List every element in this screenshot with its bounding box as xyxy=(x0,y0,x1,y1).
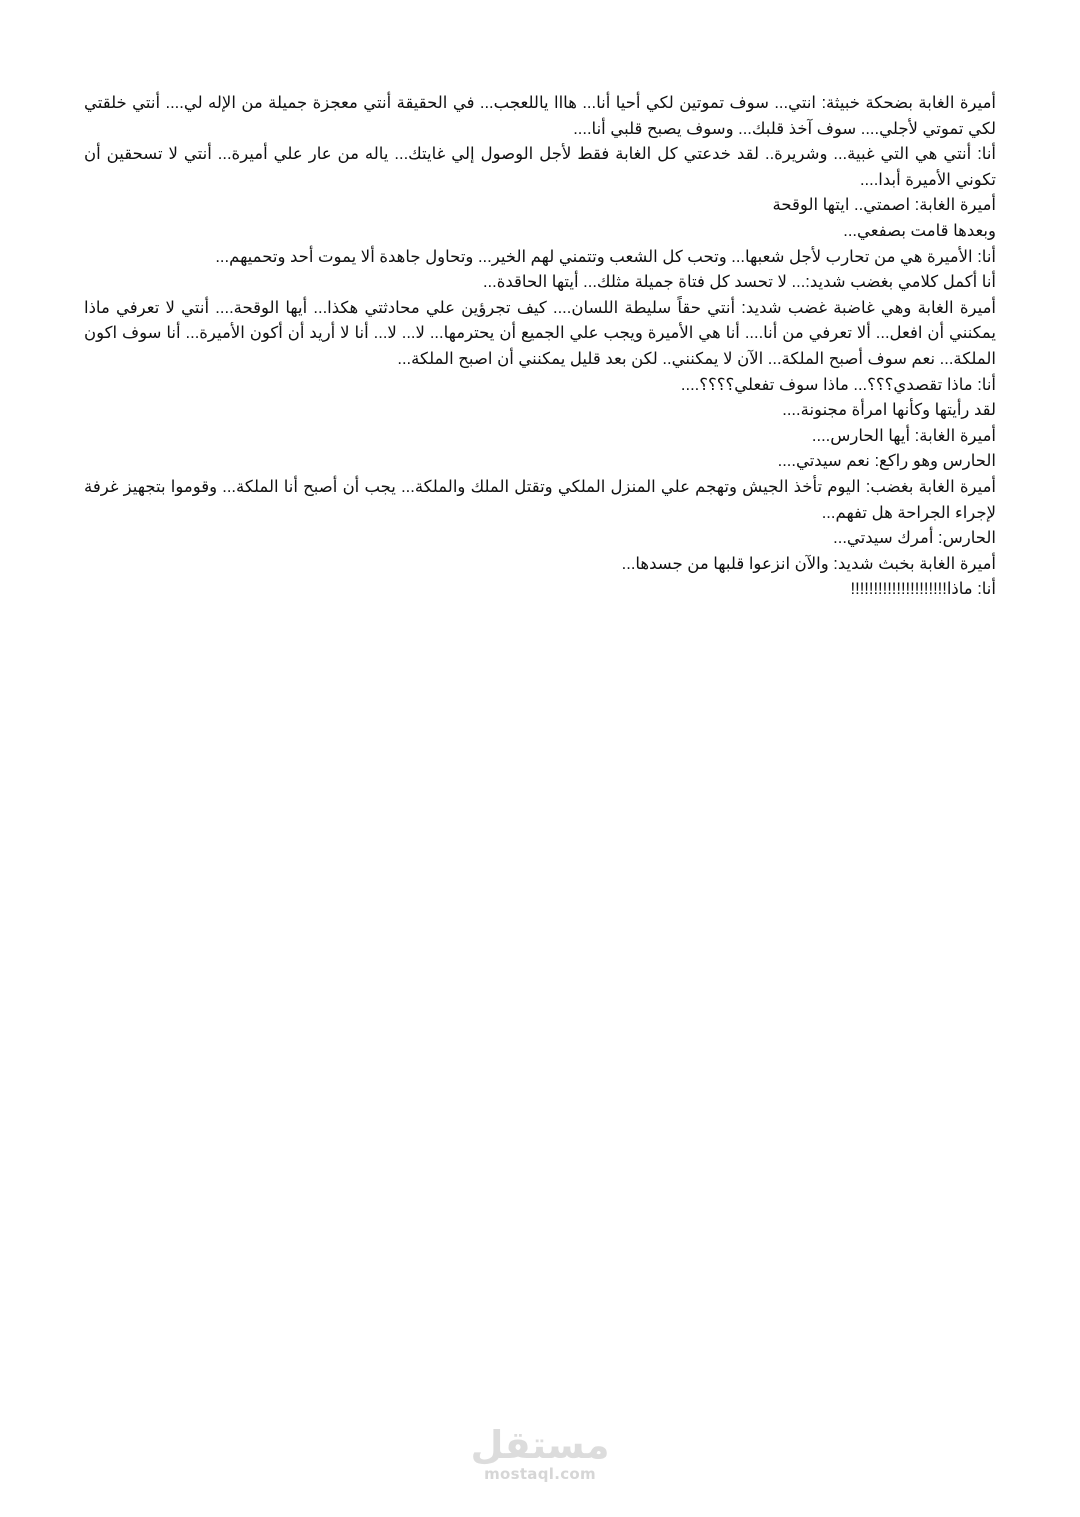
paragraph-12: أميرة الغابة بغضب: اليوم تأخذ الجيش وتهجم علي المنزل الملكي وتقتل الملك والملكة... يجب أن أصبح أنا الملكة... وقوموا بتجهيز غرفة لإجراء الجراحة هل تفهم... xyxy=(84,477,996,522)
paragraph-4: وبعدها قامت بصفعي... xyxy=(843,221,996,240)
mostaql-watermark xyxy=(470,1425,610,1487)
paragraph-11: الحارس وهو راكع: نعم سيدتي.... xyxy=(777,452,996,471)
paragraph-9: لقد رأيتها وكأنها امرأة مجنونة.... xyxy=(782,401,996,420)
watermark-url: mostaql.com xyxy=(484,1465,596,1483)
paragraph-15: أنا: ماذا!!!!!!!!!!!!!!!!!!!!! xyxy=(850,580,996,599)
paragraph-3: أميرة الغابة: اصمتي.. ايتها الوقحة xyxy=(772,196,996,215)
paragraph-10: أميرة الغابة: أيها الحارس.... xyxy=(811,426,996,445)
story-text xyxy=(84,91,996,603)
paragraph-5: أنا: الأميرة هي من تحارب لأجل شعبها... وتحب كل الشعب وتتمني لهم الخير... وتحاول جاهدة ألا يموت أحد وتحميهم... xyxy=(215,247,996,266)
paragraph-13: الحارس: أمرك سيدتي... xyxy=(833,529,996,548)
paragraph-7: أميرة الغابة وهي غاضبة غضب شديد: أنتي حقاً سليطة اللسان.... كيف تجرؤين علي محادثتي هكذا... أيها الوقحة.... أنتي لا تعرفي ماذا يمكنني أن افعل... ألا تعرفي من أنا.... أنا هي الأميرة ويجب علي الجميع أن يحترمها... لا... لا... أنا لا أريد أن أكون الأميرة... أنا سوف اكون الملكة... نعم سوف أصبح الملكة... الآن لا يمكنني.. لكن بعد قليل يمكنني أن اصبح الملكة... xyxy=(84,298,996,368)
watermark-logo: مستقل xyxy=(470,1423,610,1467)
paragraph-2: أنا: أنتي هي التي غبية... وشريرة.. لقد خدعتي كل الغابة فقط لأجل الوصول إلي غايتك... ياله من عار علي أميرة... أنتي لا تسحقين أن تكوني الأميرة أبدا.... xyxy=(84,145,996,189)
paragraph-8: أنا: ماذا تقصدي؟؟؟... ماذا سوف تفعلي؟؟؟؟.... xyxy=(680,375,996,394)
paragraph-14: أميرة الغابة بخبث شديد: والآن انزعوا قلبها من جسدها... xyxy=(621,554,996,573)
paragraph-6: أنا أكمل كلامي بغضب شديد:... لا تحسد كل فتاة جميلة مثلك... أيتها الحاقدة... xyxy=(482,273,996,292)
paragraph-1: أميرة الغابة بضحكة خبيثة: انتي... سوف تموتين لكي أحيا أنا... هااا ياللعجب... في الحقيقة أنتي معجزة جميلة من الإله لي.... أنتي خلقتي لكي تموتي لأجلي.... سوف آخذ قلبك... وسوف يصبح قلبي أنا.... xyxy=(84,94,996,138)
